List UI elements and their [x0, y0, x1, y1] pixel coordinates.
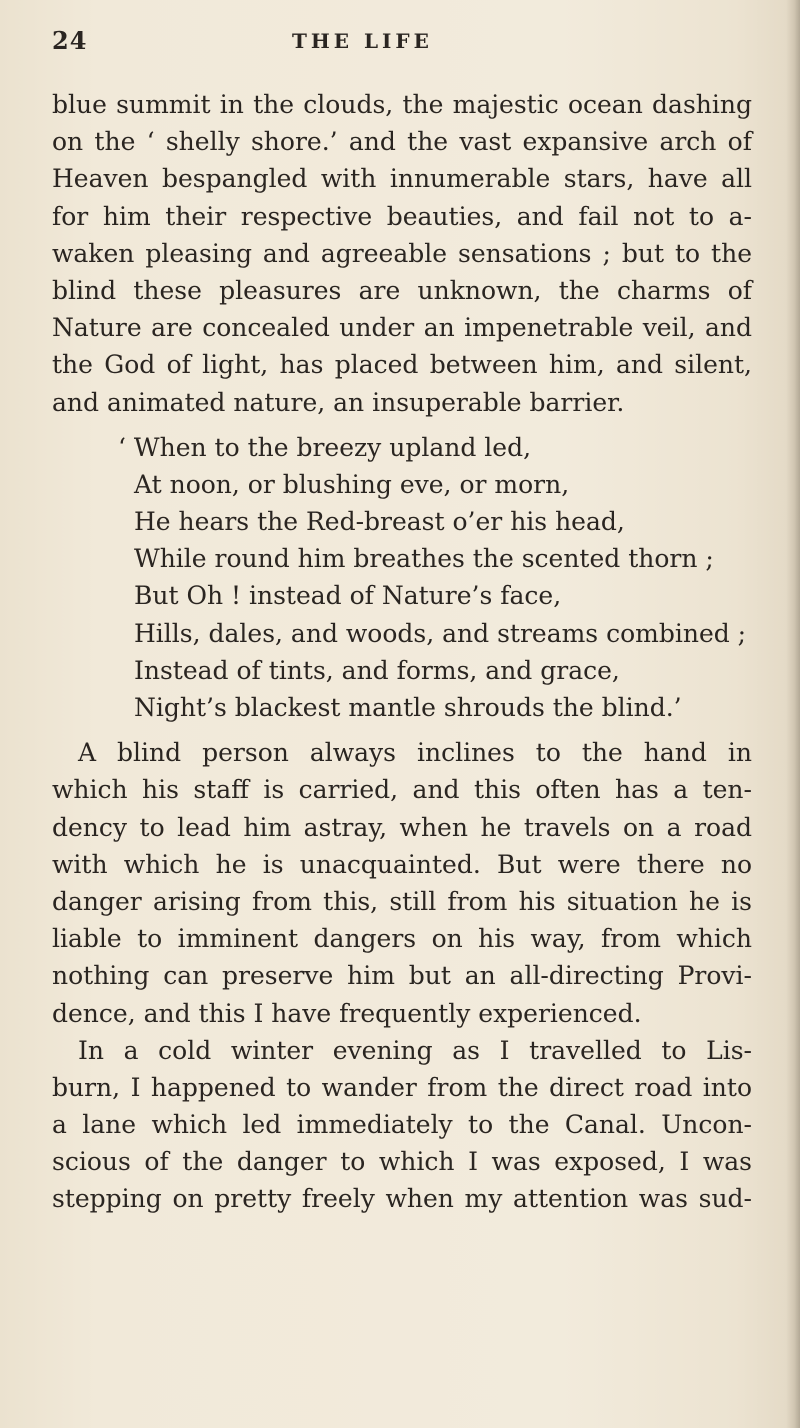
- text-line: and animated nature, an insuperable barrier.: [52, 387, 625, 417]
- page-number: 24: [52, 26, 88, 55]
- text-line: a lane which led immediately to the Canal. Uncon-: [52, 1110, 752, 1140]
- text-line: In a cold winter evening as I travelled to Lis-: [78, 1035, 752, 1065]
- text-line: Heaven bespangled with innumerable stars, have all: [52, 164, 752, 194]
- verse-line: ‘ When to the breezy upland led,: [118, 432, 532, 462]
- verse-line: At noon, or blushing eve, or morn,: [134, 469, 570, 499]
- text-line: liable to imminent dangers on his way, from which: [52, 924, 752, 954]
- text-line: A blind person always inclines to the hand in: [78, 738, 752, 768]
- text-line: dence, and this I have frequently experienced.: [52, 998, 642, 1028]
- text-line: scious of the danger to which I was exposed, I was: [52, 1147, 752, 1177]
- text-line: for him their respective beauties, and fail not to a-: [52, 201, 752, 231]
- verse-line: Night’s blackest mantle shrouds the blind.’: [134, 693, 682, 722]
- text-line: blue summit in the clouds, the majestic ocean dashing: [52, 90, 752, 119]
- paragraph-3: [52, 1032, 752, 1218]
- text-line: stepping on pretty freely when my attention was sud-: [52, 1184, 752, 1214]
- body-text: [52, 86, 752, 1218]
- verse-quotation: [52, 429, 752, 727]
- verse-line: He hears the Red-breast o’er his head,: [134, 507, 625, 537]
- page-edge-shadow: [786, 0, 800, 1428]
- text-line: nothing can preserve him but an all-directing Provi-: [52, 961, 752, 991]
- text-line: Nature are concealed under an impenetrable veil, and: [52, 313, 752, 343]
- text-line: on the ‘ shelly shore.’ and the vast expansive arch of: [52, 127, 752, 157]
- text-line: with which he is unacquainted. But were there no: [52, 849, 752, 879]
- verse-line: But Oh ! instead of Nature’s face,: [134, 581, 562, 611]
- verse-line: Instead of tints, and forms, and grace,: [134, 655, 620, 685]
- text-line: burn, I happened to wander from the direct road into: [52, 1072, 752, 1102]
- verse-line: While round him breathes the scented thorn ;: [134, 544, 714, 574]
- text-line: waken pleasing and agreeable sensations ; but to the: [52, 238, 752, 268]
- text-line: blind these pleasures are unknown, the charms of: [52, 275, 752, 305]
- text-line: danger arising from this, still from his situation he is: [52, 886, 752, 916]
- paragraph-1: [52, 86, 752, 421]
- paragraph-2: [52, 734, 752, 1032]
- text-line: the God of light, has placed between him, and silent,: [52, 350, 752, 380]
- text-line: dency to lead him astray, when he travels on a road: [52, 812, 752, 842]
- verse-line: Hills, dales, and woods, and streams combined ;: [134, 618, 747, 648]
- page-header: [52, 20, 742, 60]
- text-line: which his staff is carried, and this often has a ten-: [52, 775, 752, 805]
- running-title: THE LIFE: [292, 29, 433, 53]
